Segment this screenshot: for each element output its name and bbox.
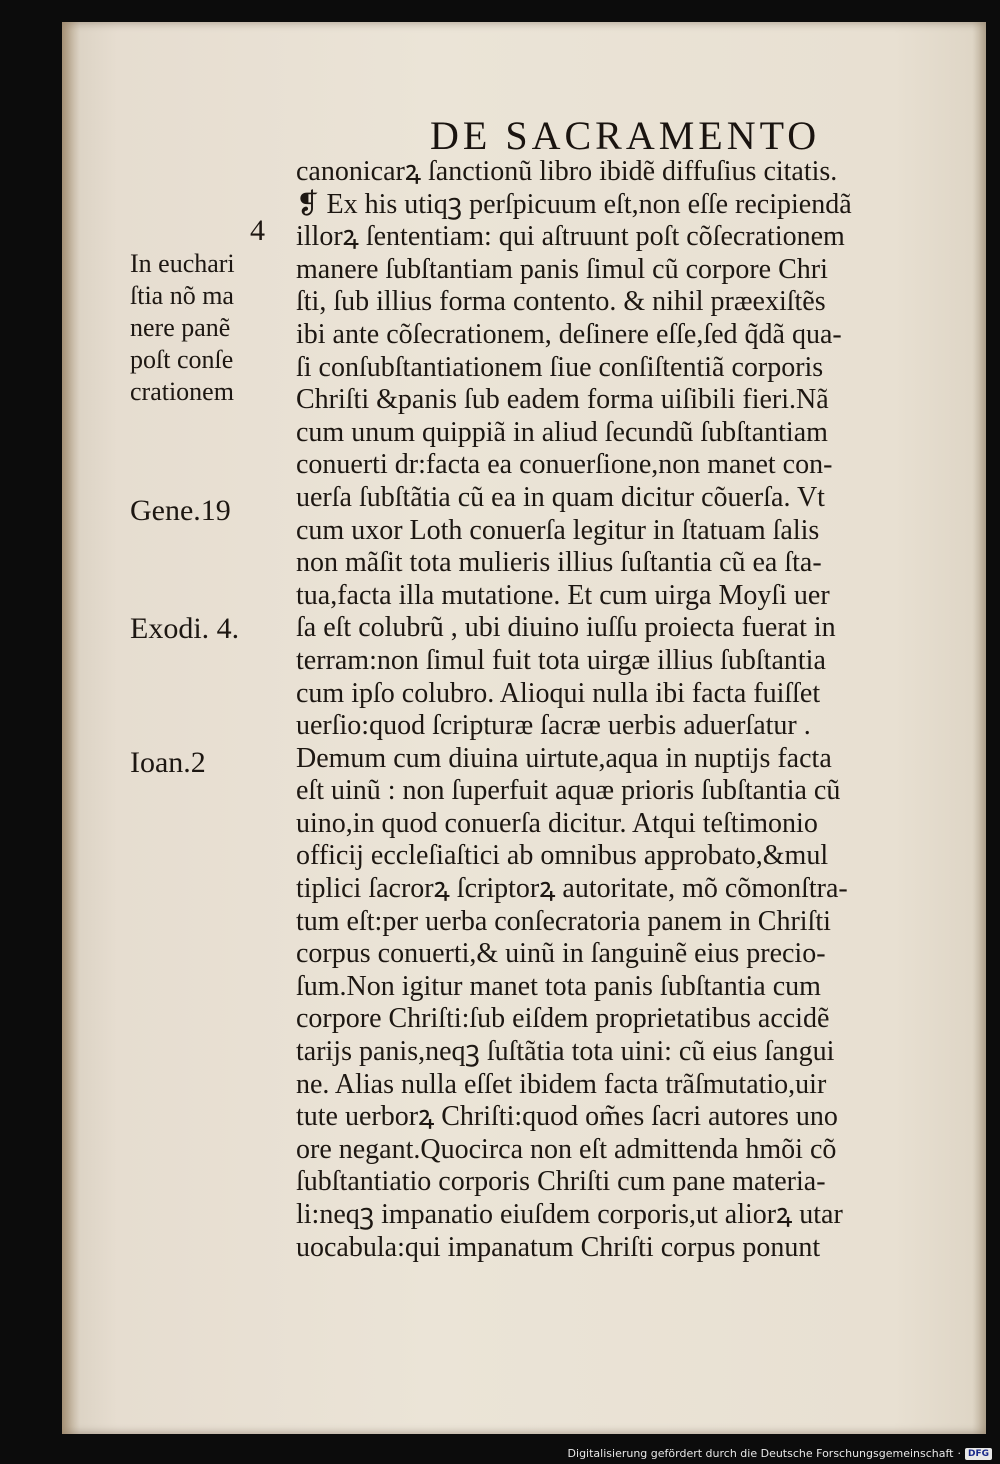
text-line: uerſa ſubſtãtia cũ ea in quam dicitur cõuerſa. Vt [296,481,825,513]
text-line: li:neqꝫ impanatio eiuſdem corporis,ut aliorꝝ utar [296,1199,843,1230]
digitization-credit: Digitalisierung gefördert durch die Deutsche Forschungsgemeinschaft · DFG [568,1447,992,1460]
text-line: Demum cum diuina uirtute,aqua in nuptijs facta [296,742,832,774]
text-line: tiplici ſacrorꝝ ſcriptorꝝ autoritate, mõ cõmonſtra- [296,873,848,905]
text-line: ſti, ſub illius forma contento. & nihil præexiſtẽs [296,286,826,318]
text-line: corpore Chriſti:ſub eiſdem proprietatibus accidẽ [296,1003,830,1035]
page-heading: DE SACRAMENTO [430,113,821,158]
text-line: terram:non ſimul fuit tota uirgæ illius ſubſtantia [296,644,826,676]
margin-note-exodus: Exodi. 4. [130,612,240,645]
body-text [296,156,972,1264]
text-line: eſt uinũ : non ſuperfuit aquæ prioris ſubſtantia cũ [296,775,841,807]
text-line: canonicarꝝ ſanctionũ libro ibidẽ diffuſius citatis. [296,156,838,187]
text-line: ibi ante cõſecrationem, deſinere eſſe,ſed q̃dã qua- [296,318,842,350]
text-line: Chriſti &panis ſub eadem forma uiſibili fieri.Nã [296,384,829,416]
margin-note-line: ſtia nõ ma [130,281,234,310]
dfg-logo: DFG [965,1448,992,1460]
margin-note-john: Ioan.2 [130,746,206,779]
text-line: uerſio:quod ſcripturæ ſacræ uerbis aduerſatur . [296,710,811,742]
text-line: ſa eſt colubrũ , ubi diuino iuſſu proiecta fuerat in [296,612,836,644]
text-line: tua,facta illa mutatione. Et cum uirga Moyſi uer [296,579,830,611]
margin-note-eucharistia [130,248,235,408]
text-line: illorꝝ ſententiam: qui aſtruunt poſt cõſecrationem [296,221,845,253]
margin-note-line: nere panẽ [130,313,231,342]
margin-note-line: In euchari [130,249,235,278]
text-line: ore negant.Quocirca non eſt admittenda hmõi cõ [296,1133,837,1165]
text-line: ſubſtantiatio corporis Chriſti cum pane materia- [296,1166,826,1198]
text-line: uocabula:qui impanatum Chriſti corpus ponunt [296,1231,821,1263]
text-line: tarijs panis,neqꝫ ſuſtãtia tota uini: cũ eius ſangui [296,1036,835,1068]
text-line: conuerti dr:facta ea conuerſione,non manet con- [296,449,833,481]
text-line: tum eſt:per uerba conſecratoria panem in Chriſti [296,905,831,937]
text-line: ſi conſubſtantiationem ſiue conſiſtentiã corporis [296,351,824,383]
credit-text: Digitalisierung gefördert durch die Deutsche Forschungsgemeinschaft [567,1447,954,1460]
text-line: non mãſit tota mulieris illius ſuſtantia cũ ea ſta- [296,547,822,579]
text-line: uino,in quod conuerſa dicitur. Atqui teſtimonio [296,807,818,839]
page-edge-shadow-left [62,22,80,1434]
text-line: cum unum quippiã in aliud ſecundũ ſubſtantiam [296,416,828,448]
text-line: ne. Alias nulla eſſet ibidem facta trãſmutatio,uir [296,1068,827,1100]
text-line: cum ipſo colubro. Alioqui nulla ibi facta fuiſſet [296,677,821,709]
margin-number: 4 [250,214,265,247]
text-line: ſum.Non igitur manet tota panis ſubſtantia cum [296,970,821,1002]
margin-note-line: crationem [130,377,234,406]
text-line: cum uxor Loth conuerſa legitur in ſtatuam ſalis [296,514,820,546]
text-line: tute uerborꝝ Chriſti:quod om̃es ſacri autores uno [296,1101,838,1133]
margin-note-line: poſt conſe [130,345,234,374]
text-line: ❡ Ex his utiqꝫ perſpicuum eſt,non eſſe recipiendã [296,188,852,220]
text-line: officij eccleſiaſtici ab omnibus approbato,&mul [296,840,829,872]
text-line: manere ſubſtantiam panis ſimul cũ corpore Chri [296,253,828,285]
text-line: corpus conuerti,& uinũ in ſanguinẽ eius precio- [296,938,826,970]
page-edge-shadow-right [972,22,986,1434]
margin-note-genesis: Gene.19 [130,494,231,527]
